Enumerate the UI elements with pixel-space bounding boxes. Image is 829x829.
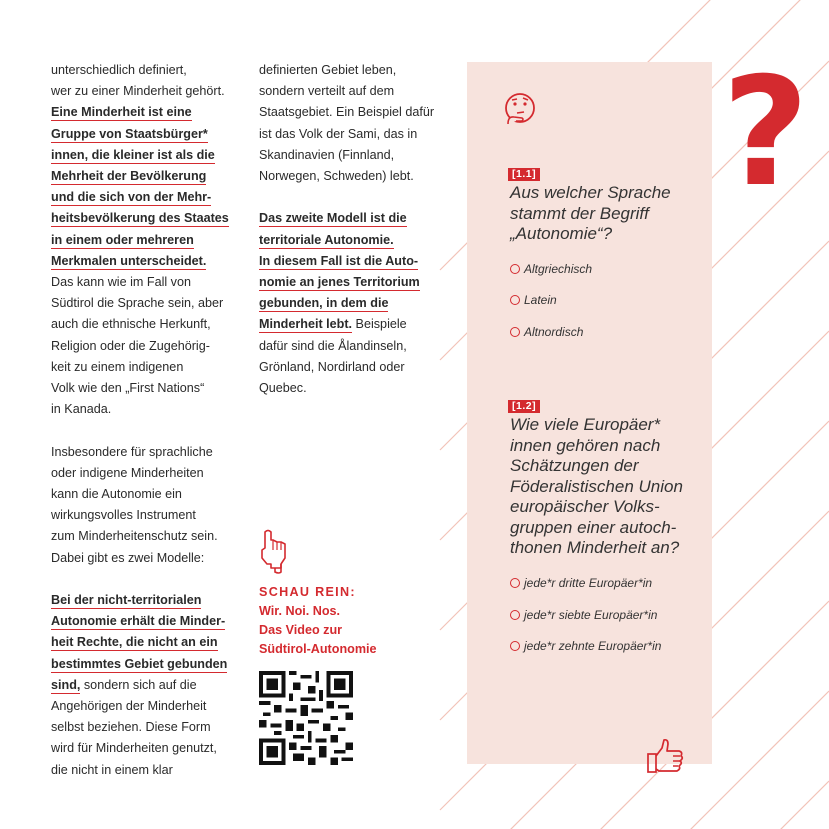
text-line: Das kann wie im Fall von <box>51 275 191 290</box>
question-number: [1.1] <box>508 168 540 181</box>
highlight-line: Merkmalen unterscheidet. <box>51 253 207 268</box>
cta-line: Südtirol-Autonomie <box>259 642 377 656</box>
answer-option[interactable] <box>510 576 652 590</box>
text-line: definierten Gebiet leben, <box>259 63 397 77</box>
text-line: Südtirol die Sprache sein, aber <box>51 296 224 311</box>
text-column-left <box>51 60 251 781</box>
question-line: gruppen einer autoch- <box>510 517 677 537</box>
question-line: Aus welcher Sprache <box>510 183 671 202</box>
text-fragment: Beispiele <box>352 317 407 332</box>
highlight-line: Das zweite Modell ist die <box>259 211 407 226</box>
qr-code[interactable] <box>259 671 353 765</box>
highlight-line: gebunden, in dem die <box>259 296 389 311</box>
highlight-line: nomie an jenes Territorium <box>259 275 420 290</box>
answer-option[interactable] <box>510 639 661 653</box>
option-label: Altnordisch <box>524 325 584 339</box>
cta-heading: SCHAU REIN: <box>259 585 356 599</box>
text-line: Volk wie den „First Nations“ <box>51 381 205 396</box>
highlight-line: heit Rechte, die nicht an ein <box>51 635 218 650</box>
option-label: Latein <box>524 293 557 307</box>
highlight-line: Mehrheit der Bevölkerung <box>51 169 207 184</box>
option-label: Altgriechisch <box>524 262 593 276</box>
thumbs-up-icon <box>645 736 687 778</box>
question-line: Wie viele Europäer* <box>510 415 661 434</box>
radio-button[interactable] <box>510 295 520 305</box>
text-line: unterschiedlich definiert, <box>51 63 187 77</box>
highlight-line: territoriale Autonomie. <box>259 232 394 247</box>
highlight-line: Minderheit lebt. <box>259 317 353 332</box>
highlight-line: in einem oder mehreren <box>51 232 194 247</box>
question-mark-decoration: ? <box>722 46 810 220</box>
video-call-to-action <box>259 583 377 659</box>
text-line: die nicht in einem klar <box>51 762 173 777</box>
highlight-line: innen, die kleiner ist als die <box>51 147 215 162</box>
text-line: Dabei gibt es zwei Modelle: <box>51 550 205 565</box>
question-line: stammt der Begriff <box>510 203 649 223</box>
question-text <box>510 183 710 245</box>
text-line: Norwegen, Schweden) lebt. <box>259 169 414 184</box>
highlight-line: In diesem Fall ist die Auto- <box>259 253 419 268</box>
question-line: Schätzungen der <box>510 456 639 475</box>
highlight-line: Eine Minderheit ist eine <box>51 105 192 120</box>
highlight-line: und die sich von der Mehr- <box>51 190 212 205</box>
quiz-panel <box>467 62 712 764</box>
highlight-line: Autonomie erhält die Minder- <box>51 614 226 629</box>
option-label: jede*r siebte Europäer*in <box>524 608 658 622</box>
text-line: Insbesondere für sprachliche <box>51 444 213 459</box>
text-line: oder indigene Minderheiten <box>51 465 204 480</box>
radio-button[interactable] <box>510 264 520 274</box>
text-line: keit zu einem indigenen <box>51 359 184 374</box>
highlight-line: heitsbevölkerung des Staates <box>51 211 229 226</box>
highlight-line: Gruppe von Staatsbürger* <box>51 126 208 141</box>
text-line: sondern verteilt auf dem <box>259 84 395 99</box>
thinking-face-icon <box>500 90 540 130</box>
pointing-hand-icon <box>259 528 295 574</box>
text-line: selbst beziehen. Diese Form <box>51 720 211 735</box>
highlight-line: Bei der nicht-territorialen <box>51 593 202 608</box>
radio-button[interactable] <box>510 578 520 588</box>
radio-button[interactable] <box>510 641 520 651</box>
text-line: Angehörigen der Minderheit <box>51 699 207 714</box>
question-line: thonen Minderheit an? <box>510 538 680 557</box>
answer-option[interactable] <box>510 608 657 622</box>
question-line: europäischer Volks- <box>510 497 660 516</box>
radio-button[interactable] <box>510 610 520 620</box>
question-number: [1.2] <box>508 400 540 413</box>
highlight-line: bestimmtes Gebiet gebunden <box>51 656 228 671</box>
answer-option[interactable] <box>510 293 557 307</box>
question-text <box>510 415 710 559</box>
cta-line: Das Video zur <box>259 623 343 637</box>
answer-option[interactable] <box>510 325 583 339</box>
text-column-middle <box>259 60 449 399</box>
text-line: in Kanada. <box>51 402 112 417</box>
answer-option[interactable] <box>510 262 592 276</box>
text-line: Staatsgebiet. Ein Beispiel dafür <box>259 105 435 120</box>
text-line: ist das Volk der Sami, das in <box>259 126 418 141</box>
text-line: Religion oder die Zugehörig- <box>51 338 210 353</box>
text-line: kann die Autonomie ein <box>51 487 182 502</box>
text-line: zum Minderheitenschutz sein. <box>51 529 218 544</box>
question-line: Föderalistischen Union <box>510 476 683 496</box>
text-line: auch die ethnische Herkunft, <box>51 317 211 332</box>
text-line: Quebec. <box>259 381 307 396</box>
text-line: wird für Minderheiten genutzt, <box>51 741 217 756</box>
text-line: wirkungsvolles Instrument <box>51 508 196 523</box>
text-line: Grönland, Nordirland oder <box>259 359 405 374</box>
text-line: Skandinavien (Finnland, <box>259 147 395 162</box>
text-line: wer zu einer Minderheit gehört. <box>51 84 225 99</box>
question-line: innen gehören nach <box>510 435 661 455</box>
option-label: jede*r dritte Europäer*in <box>524 576 653 590</box>
text-line: dafür sind die Ålandinseln, <box>259 338 407 353</box>
option-label: jede*r zehnte Europäer*in <box>524 639 662 653</box>
radio-button[interactable] <box>510 327 520 337</box>
highlight-line: sind, <box>51 677 81 692</box>
cta-line: Wir. Noi. Nos. <box>259 604 341 618</box>
question-line: „Autonomie“? <box>510 224 613 243</box>
text-fragment: sondern sich auf die <box>80 677 197 692</box>
